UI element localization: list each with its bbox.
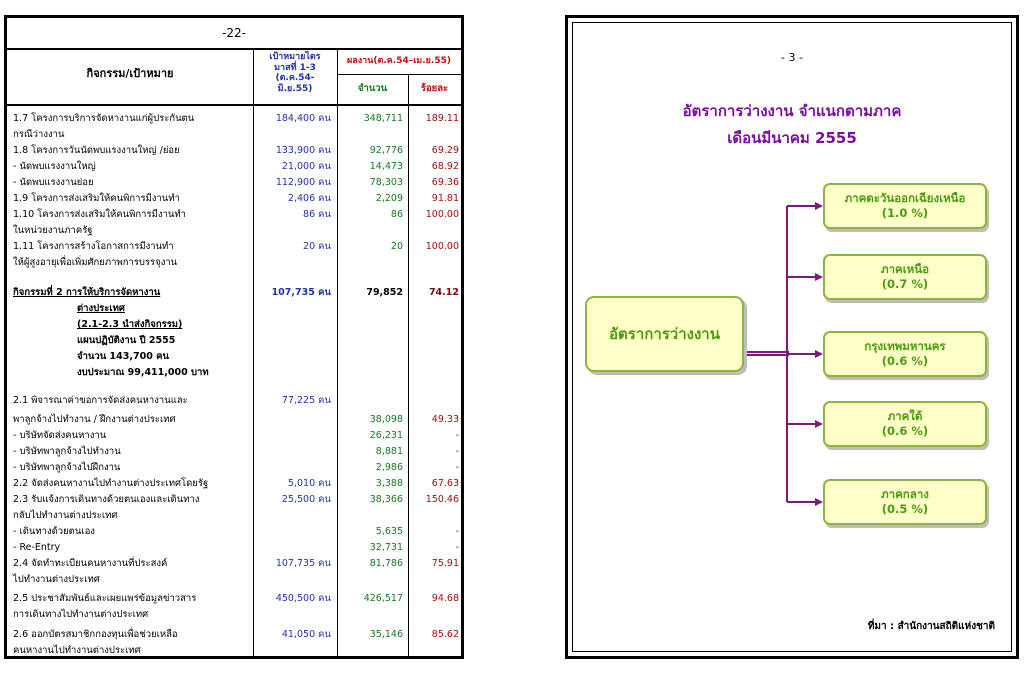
table-row (7, 143, 461, 158)
row-count: 78,303 (369, 177, 403, 188)
row-percent: 75.91 (431, 558, 459, 569)
row-label: - บริษัทพาลูกจ้างไปทำงาน (13, 446, 121, 457)
row-percent: 69.29 (431, 145, 459, 156)
row-label: 2.3 รับแจ้งการเดินทางด้วยตนเองและเดินทาง (13, 494, 200, 505)
table-row (7, 643, 461, 658)
row-target: 2,406 คน (287, 193, 331, 204)
region-name: ภาคกลาง (881, 487, 929, 501)
activity2-line (7, 317, 461, 332)
row-count: 2,209 (375, 193, 403, 204)
table-row (7, 412, 461, 427)
table-row (7, 428, 461, 443)
row-percent: 67.63 (431, 478, 459, 489)
activity2-subtitle: (2.1-2.3 นำส่งกิจกรรม) (77, 319, 183, 330)
row-label: 2.5 ประชาสัมพันธ์และเผยแพร่ข้อมูลข่าวสาร (13, 593, 197, 604)
row-count: 3,388 (375, 478, 403, 489)
row-percent: 189.11 (425, 113, 459, 124)
row-label: 1.7 โครงการบริการจัดหางานแก่ผู้ประกันตน (13, 113, 195, 124)
activity2-plan: แผนปฏิบัติงาน ปี 2555 (77, 335, 176, 346)
row-percent: 94.68 (431, 593, 459, 604)
row-target: 450,500 คน (275, 593, 331, 604)
row-target: 112,900 คน (275, 177, 331, 188)
row-percent: - (455, 542, 459, 553)
table-row (7, 524, 461, 539)
table-row (7, 255, 461, 270)
region-value: (0.7 %) (881, 277, 929, 291)
row-target: 107,735 คน (275, 558, 331, 569)
row-count: 81,786 (369, 558, 403, 569)
region-value: (0.5 %) (881, 502, 929, 516)
row-count: 35,146 (369, 629, 403, 640)
row-label: 1.10 โครงการส่งเสริมให้คนพิการมีงานทำ (13, 209, 186, 220)
row-percent: - (455, 430, 459, 441)
activity2-line (7, 365, 461, 380)
count-header: จำนวน (357, 83, 388, 94)
table-row (7, 591, 461, 606)
row-label: ในหน่วยงานภาครัฐ (13, 225, 93, 236)
table-row (7, 460, 461, 475)
right-page (565, 15, 1019, 659)
row-label: กลับไปทำงานต่างประเทศ (13, 510, 118, 521)
table-row (7, 492, 461, 507)
row-label: 1.11 โครงการสร้างโอกาสการมีงานทำ (13, 241, 174, 252)
activity2-subtitle: ต่างประเทศ (77, 303, 125, 314)
arrow-head (815, 202, 823, 210)
activity-header: กิจกรรม/เป้าหมาย (86, 67, 174, 80)
row-label: 2.4 จัดทำทะเบียนคนหางานที่ประสงค์ (13, 558, 168, 569)
row-label: - นัดพบแรงงานใหญ่ (13, 161, 96, 172)
row-label: ให้ผู้สูงอายุเพื่อเพิ่มศักยภาพการบรรจุงาน (13, 257, 178, 268)
row-label: พาลูกจ้างไปทำงาน / ฝึกงานต่างประเทศ (13, 414, 176, 425)
activity2-line (7, 333, 461, 348)
chart-title: อัตราการว่างงาน จำแนกตามภาค (682, 102, 902, 120)
row-percent: 100.00 (425, 209, 459, 220)
row-count: 348,711 (363, 113, 403, 124)
row-count: 92,776 (369, 145, 403, 156)
row-count: 26,231 (369, 430, 403, 441)
page-number: -22- (7, 18, 461, 50)
table-row (7, 111, 461, 126)
row-count: 5,635 (375, 526, 403, 537)
activity2-percent: 74.12 (428, 287, 459, 298)
row-label: 2.2 จัดส่งคนหางานไปทำงานต่างประเทศโดยรัฐ (13, 478, 209, 489)
region-name: ภาคใต้ (887, 409, 923, 423)
table-row (7, 159, 461, 174)
region-box-south (823, 401, 987, 447)
row-label: 1.8 โครงการวันนัดพบแรงงานใหญ่ /ย่อย (13, 145, 180, 156)
target-header (253, 52, 337, 94)
source-note: ที่มา : สำนักงานสถิติแห่งชาติ (867, 621, 995, 632)
target-header-line: เป้าหมายไตร (269, 52, 321, 62)
row-label: - บริษัทพาลูกจ้างไปฝึกงาน (13, 462, 121, 473)
row-target: 133,900 คน (275, 145, 331, 156)
row-percent: 68.92 (431, 161, 459, 172)
table-row (7, 127, 461, 142)
page-frame (572, 22, 1012, 652)
target-header-line: (ต.ค.54- (275, 73, 315, 83)
table-row (7, 393, 461, 408)
row-label: 2.1 พิจารณาค่าขอการจัดส่งคนหางานและ (13, 395, 188, 406)
row-label: การเดินทางไปทำงานต่างประเทศ (13, 609, 149, 620)
region-name: กรุงเทพมหานคร (864, 339, 946, 353)
row-count: 38,366 (369, 494, 403, 505)
row-count: 2,986 (375, 462, 403, 473)
row-label: 1.9 โครงการส่งเสริมให้คนพิการมีงานทำ (13, 193, 180, 204)
table-row (7, 476, 461, 491)
row-label: - เดินทางด้วยตนเอง (13, 526, 95, 537)
region-box-central (823, 479, 987, 525)
row-percent: 69.36 (431, 177, 459, 188)
table-row (7, 191, 461, 206)
region-value: (0.6 %) (881, 424, 929, 438)
row-label: 2.6 ออกบัตรสมาชิกกองทุนเพื่อช่วยเหลือ (13, 629, 178, 640)
region-box-north (823, 254, 987, 300)
table-row (7, 572, 461, 587)
row-label: - นัดพบแรงงานย่อย (13, 177, 94, 188)
header-divider (337, 74, 461, 75)
table-row (7, 607, 461, 622)
row-percent: 91.81 (431, 193, 459, 204)
row-label: กรณีว่างงาน (13, 129, 65, 140)
row-count: 14,473 (369, 161, 403, 172)
row-count: 8,881 (375, 446, 403, 457)
row-label: - บริษัทจัดส่งคนหางาน (13, 430, 107, 441)
header-divider (7, 104, 461, 106)
chart-subtitle: เดือนมีนาคม 2555 (727, 129, 857, 147)
activity2-target: 107,735 คน (271, 287, 331, 298)
row-percent: 150.46 (425, 494, 459, 505)
row-label: - Re-Entry (13, 542, 61, 553)
row-target: 77,225 คน (281, 395, 331, 406)
region-value: (1.0 %) (881, 206, 929, 220)
region-value: (0.6 %) (881, 354, 929, 368)
activity2-amount: จำนวน 143,700 คน (77, 351, 169, 362)
row-label: คนหางานไปทำงานต่างประเทศ (13, 645, 141, 656)
target-header-line: มาสที่ 1-3 (274, 62, 316, 73)
row-percent: - (455, 526, 459, 537)
row-count: 20 (390, 241, 403, 252)
row-percent: - (455, 446, 459, 457)
target-header-line: มิ.ย.55) (277, 83, 313, 94)
row-count: 86 (390, 209, 403, 220)
row-count: 38,098 (369, 414, 403, 425)
row-target: 184,400 คน (275, 113, 331, 124)
table-row (7, 207, 461, 222)
arrow-head (815, 498, 823, 506)
row-percent: 85.62 (431, 629, 459, 640)
activity2-title: กิจกรรมที่ 2 การให้บริการจัดหางาน (13, 287, 161, 298)
row-count: 32,731 (369, 542, 403, 553)
row-percent: - (455, 462, 459, 473)
region-box-northeast (823, 183, 987, 229)
row-target: 86 คน (303, 209, 331, 220)
row-percent: 49.33 (431, 414, 459, 425)
table-row (7, 556, 461, 571)
row-label: ไปทำงานต่างประเทศ (13, 574, 100, 585)
arrow-head (815, 420, 823, 428)
page-number: - 3 - (781, 51, 803, 64)
activity2-row (7, 285, 461, 300)
table-row (7, 627, 461, 642)
row-target: 20 คน (303, 241, 331, 252)
row-target: 5,010 คน (287, 478, 331, 489)
row-target: 41,050 คน (281, 629, 331, 640)
result-header: ผลงาน(ต.ค.54–เม.ย.55) (347, 56, 451, 66)
table-row (7, 223, 461, 238)
table-row (7, 540, 461, 555)
row-target: 21,000 คน (281, 161, 331, 172)
unemployment-main-box: อัตราการว่างงาน (585, 296, 744, 372)
activity2-count: 79,852 (366, 287, 403, 298)
region-name: ภาคเหนือ (880, 262, 929, 276)
percent-header: ร้อยละ (420, 83, 449, 94)
row-count: 426,517 (363, 593, 403, 604)
activity2-line (7, 349, 461, 364)
activity2-line (7, 301, 461, 316)
row-percent: 100.00 (425, 241, 459, 252)
left-page (4, 15, 464, 659)
region-name: ภาคตะวันออกเฉียงเหนือ (844, 191, 966, 205)
region-box-bangkok (823, 331, 987, 377)
table-row (7, 508, 461, 523)
activity2-budget: งบประมาณ 99,411,000 บาท (77, 367, 209, 378)
arrow-head (815, 350, 823, 358)
table-row (7, 239, 461, 254)
row-target: 25,500 คน (281, 494, 331, 505)
table-row (7, 175, 461, 190)
table-row (7, 444, 461, 459)
arrow-head (815, 273, 823, 281)
